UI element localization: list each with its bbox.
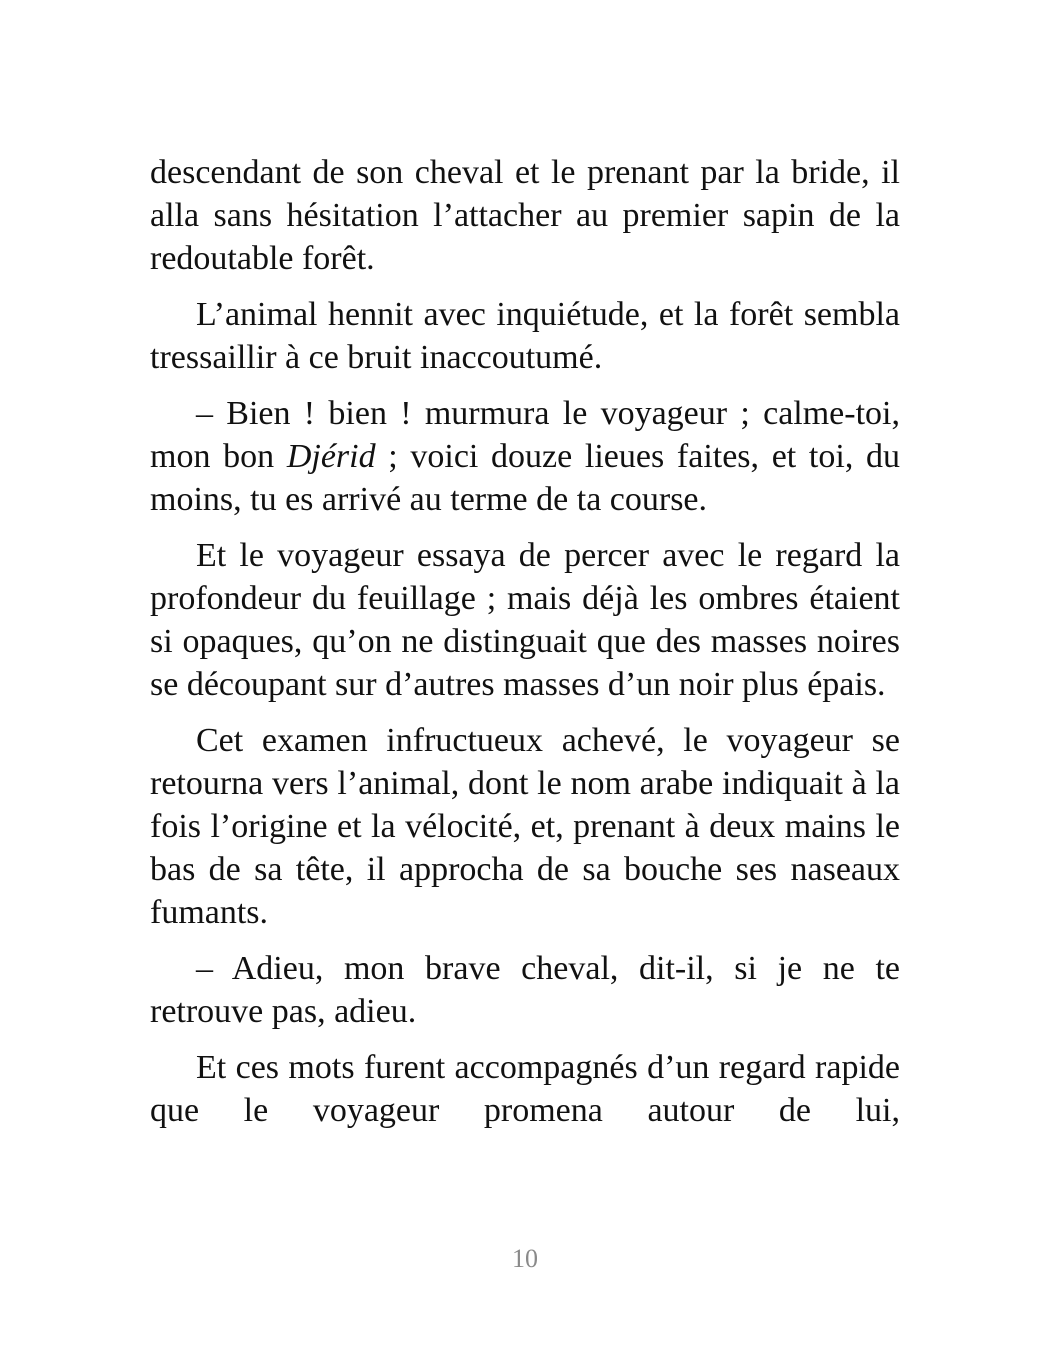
paragraph-final-glance: Et ces mots furent accompagnés d’un regard rapide que le voyageur promena autour de lui, bbox=[150, 1049, 900, 1129]
dialogue-text-start: – Bien ! bien ! murmura le voyageur ; calme-toi, mon bon bbox=[150, 395, 900, 475]
paragraph-forest-gaze: Et le voyageur essaya de percer avec le regard la profondeur du feuillage ; mais déjà les ombres étaient si opaques, qu’on ne distinguait que des masses noires se découpant sur d’autres masses d’un noir plus épais. bbox=[150, 537, 900, 703]
paragraph-dialogue-djerid bbox=[150, 392, 900, 521]
paragraph-continuation: descendant de son cheval et le prenant par la bride, il alla sans hésitation l’attacher au premier sapin de la redoutable forêt. bbox=[150, 154, 900, 277]
page-number: 10 bbox=[512, 1244, 538, 1273]
paragraph-animal-neighs: L’animal hennit avec inquiétude, et la forêt sembla tressaillir à ce bruit inaccoutumé. bbox=[150, 296, 900, 376]
page-body bbox=[150, 151, 900, 1145]
paragraph-examination: Cet examen infructueux achevé, le voyageur se retourna vers l’animal, dont le nom arabe indiquait à la fois l’origine et la vélocité, et, prenant à deux mains le bas de sa tête, il approcha de sa bouche ses naseaux fumants. bbox=[150, 722, 900, 931]
horse-name-italic: Djérid bbox=[286, 438, 376, 475]
paragraph-farewell: – Adieu, mon brave cheval, dit-il, si je ne te retrouve pas, adieu. bbox=[150, 950, 900, 1030]
dialogue-text-end: ; voici douze lieues faites, et toi, du moins, tu es arrivé au terme de ta course. bbox=[150, 438, 900, 518]
